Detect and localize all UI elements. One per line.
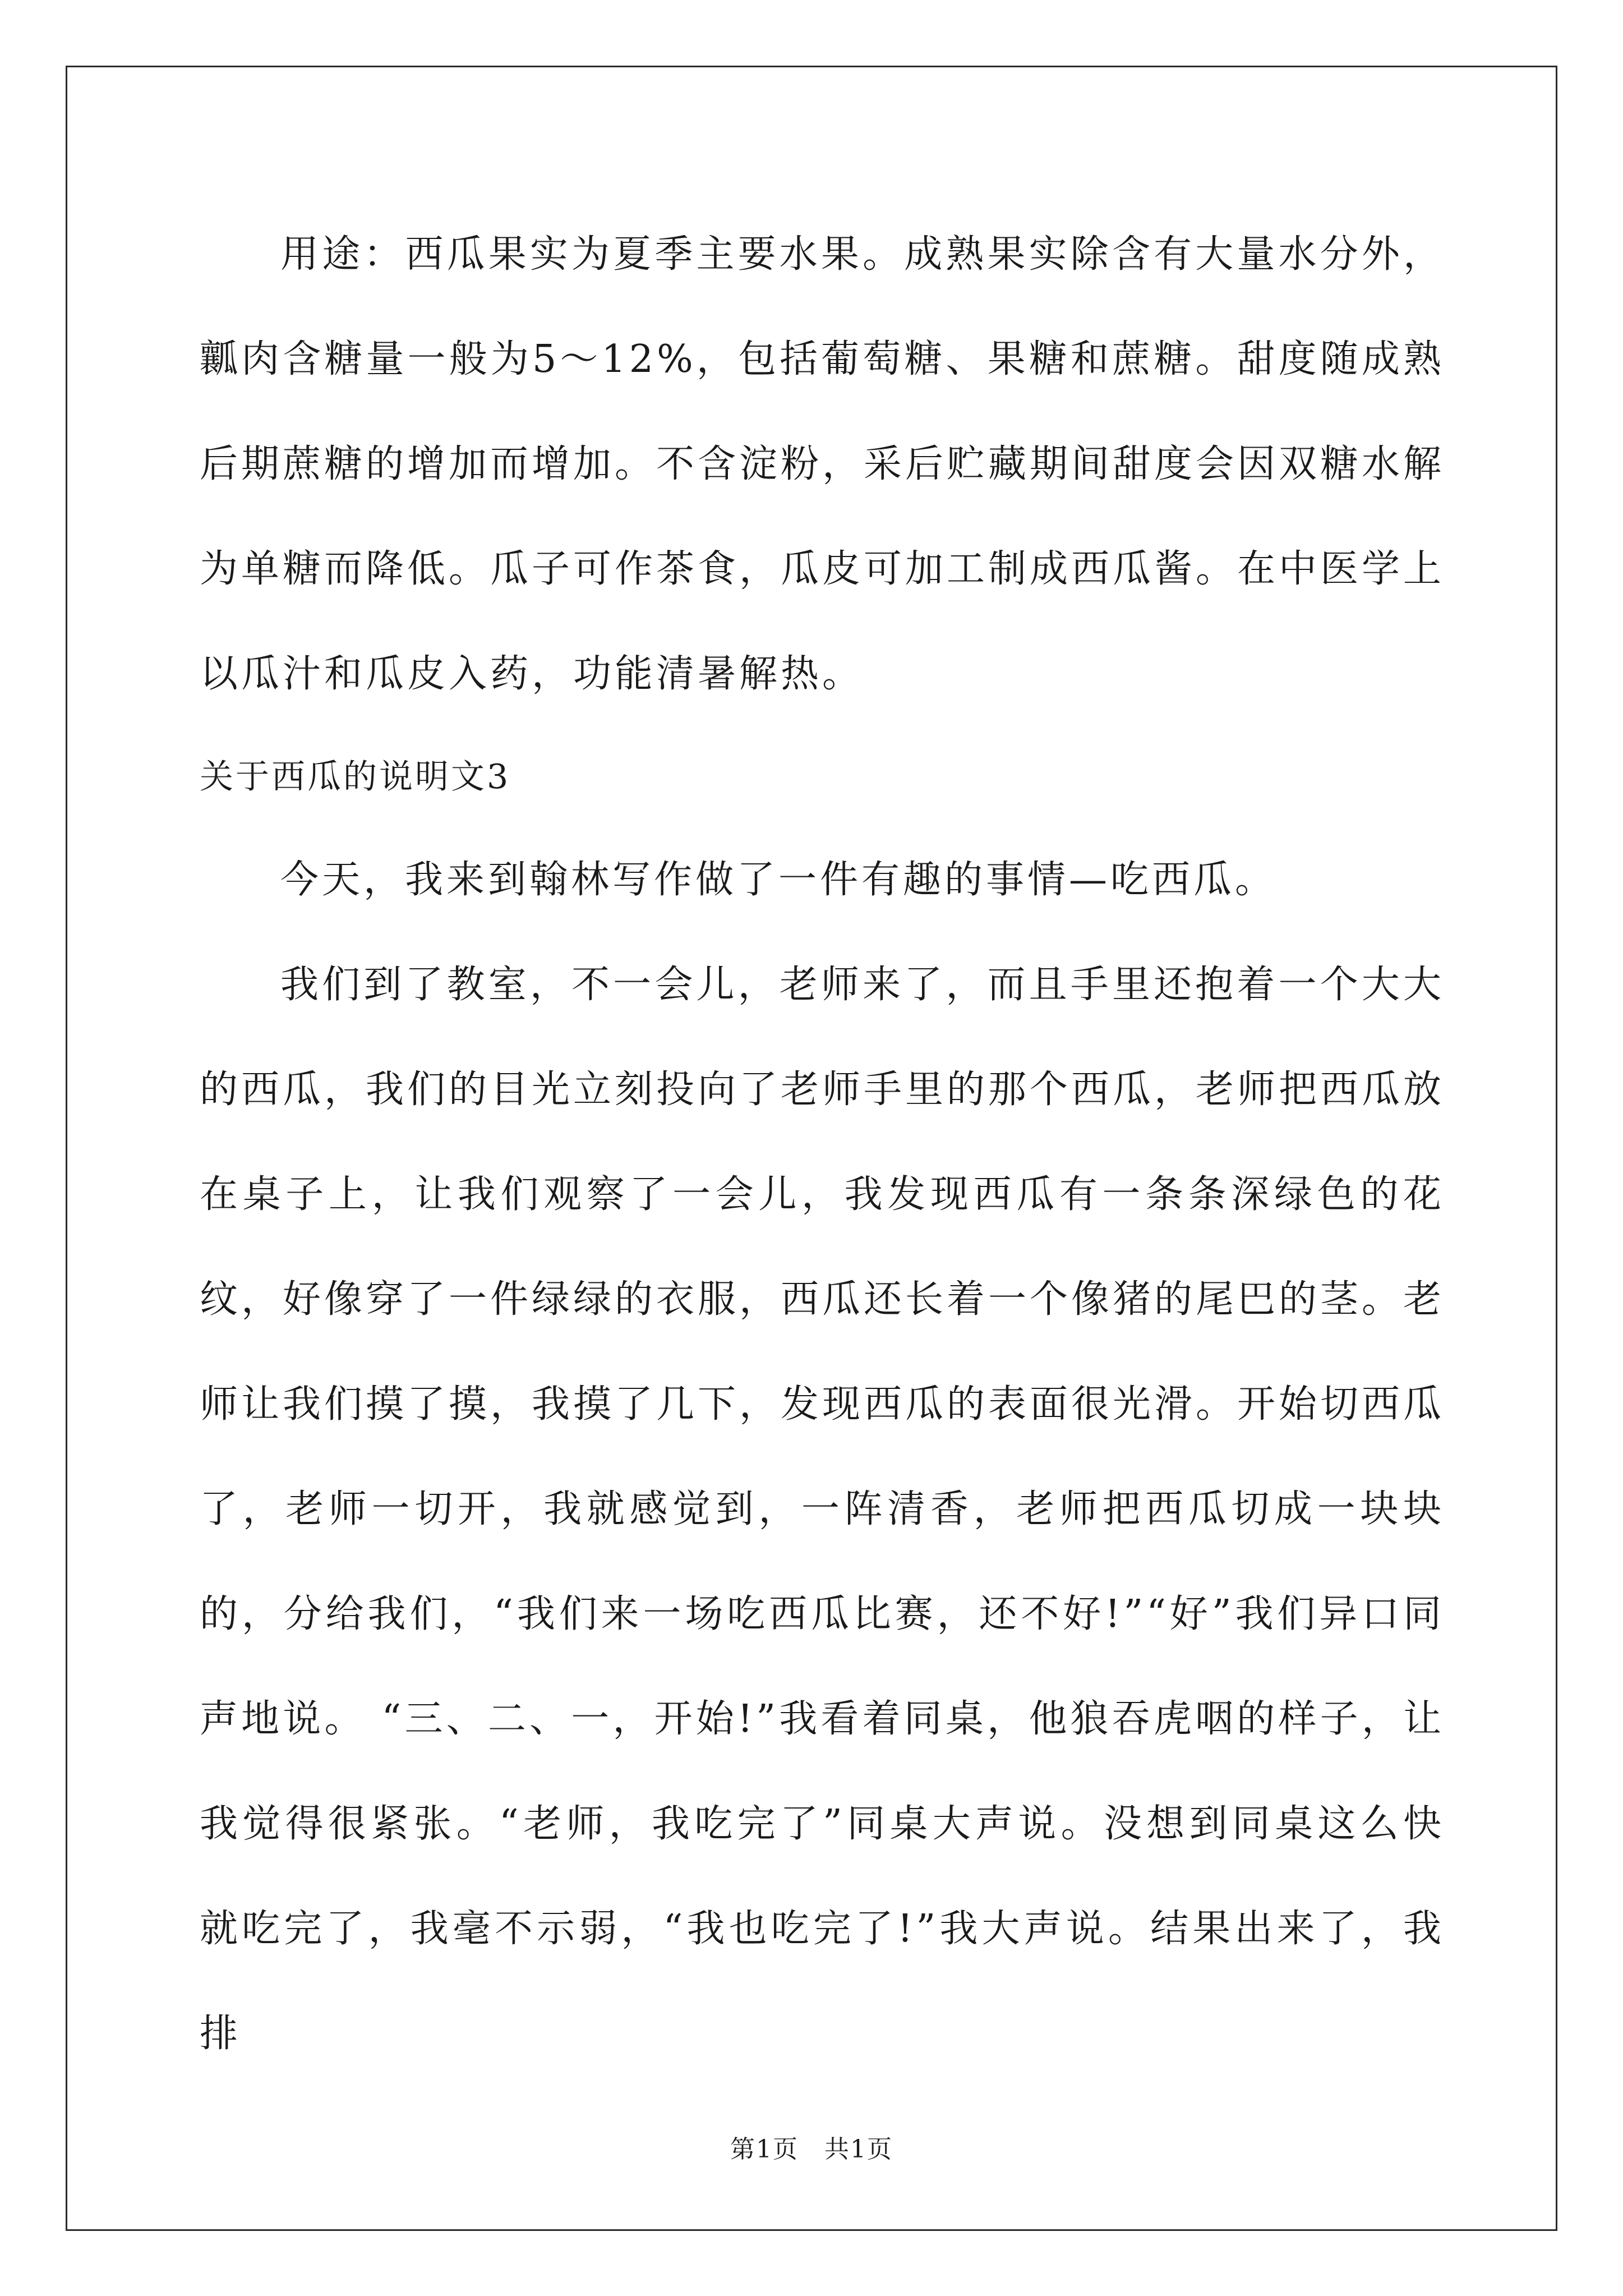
page-number: 第1页 — [730, 2135, 799, 2164]
section-heading: 关于西瓜的说明文3 — [200, 757, 511, 797]
paragraph-usage: 用途：西瓜果实为夏季主要水果。成熟果实除含有大量水分外，瓤肉含糖量一般为5～12%，包括葡萄糖、果糖和蔗糖。甜度随成熟后期蔗糖的增加而增加。不含淀粉，采后贮藏期间甜度会因双糖水解为单糖而降低。瓜子可作茶食，瓜皮可加工制成西瓜酱。在中医学上以瓜汁和瓜皮入药，功能清暑解热。 — [200, 232, 1445, 696]
page-footer — [0, 2129, 1623, 2165]
paragraph-intro: 今天，我来到翰林写作做了一件有趣的事情—吃西瓜。 — [280, 858, 1277, 902]
page-total: 共1页 — [824, 2135, 893, 2164]
document-body — [200, 202, 1445, 2086]
paragraph-story: 我们到了教室，不一会儿，老师来了，而且手里还抱着一个大大的西瓜，我们的目光立刻投向了老师手里的那个西瓜，老师把西瓜放在桌子上，让我们观察了一会儿，我发现西瓜有一条条深绿色的花纹，好像穿了一件绿绿的衣服，西瓜还长着一个像猪的尾巴的茎。老师让我们摸了摸，我摸了几下，发现西瓜的表面很光滑。开始切西瓜了，老师一切开，我就感觉到，一阵清香，老师把西瓜切成一块块的，分给我们，“我们来一场吃西瓜比赛，还不好!”“好”我们异口同声地说。 “三、二、一，开始!”我看着同桌，他狼吞虎咽的样子，让我觉得很紧张。“老师，我吃完了”同桌大声说。没想到同桌这么快就吃完了，我毫不示弱，“我也吃完了!”我大声说。结果出来了，我排 — [200, 963, 1445, 2056]
